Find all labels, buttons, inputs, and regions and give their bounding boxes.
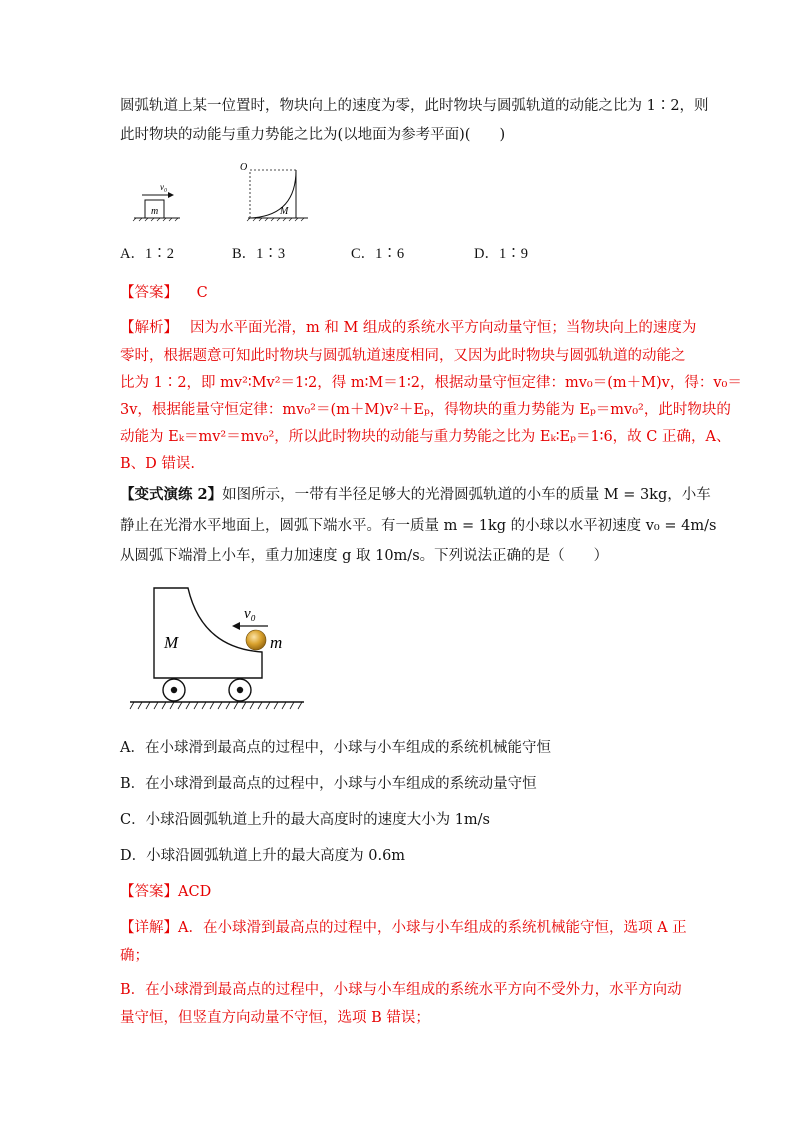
detail-line-3: B．在小球滑到最高点的过程中，小球与小车组成的系统水平方向不受外力，水平方向动 <box>120 982 682 998</box>
detail-line-2: 确； <box>120 948 149 964</box>
problem2-answer: 【答案】ACD <box>120 884 212 900</box>
analysis-line-6: B、D 错误. <box>120 456 195 472</box>
problem1-stem-line2: 此时物块的动能与重力势能之比为(以地面为参考平面)( ) <box>120 127 506 143</box>
velocity-label: v₀ <box>160 182 168 192</box>
cart-M-label: M <box>164 633 179 652</box>
problem2-tag: 【变式演练 2】 <box>120 486 223 503</box>
answer-value: C <box>196 285 208 301</box>
velocity-arrowhead-2 <box>232 622 240 630</box>
problem1-option-a[interactable]: A．1∶2 <box>120 246 174 262</box>
analysis-line-2: 零时，根据题意可知此时物块与圆弧轨道速度相同，又因为此时物块与圆弧轨道的动能之 <box>120 348 686 364</box>
ball-m-label: m <box>270 633 283 652</box>
problem1-answer <box>120 283 208 303</box>
analysis-line-4: 3v，根据能量守恒定律：mv₀²＝(m＋M)v²＋Eₚ，得物块的重力势能为 Eₚ＝mv₀²，此时物块的 <box>120 402 731 418</box>
problem1-stem-line1: 圆弧轨道上某一位置时，物块向上的速度为零，此时物块与圆弧轨道的动能之比为 1∶2，则 <box>120 98 709 114</box>
arc-track-M <box>250 170 296 218</box>
problem2-stem-text-1: 如图所示，一带有半径足够大的光滑圆弧轨道的小车的质量 M = 3kg，小车 <box>222 487 711 503</box>
velocity-label-2: v₀ <box>244 606 256 622</box>
problem1-option-b[interactable]: B．1∶3 <box>232 246 286 262</box>
wheel-left <box>163 679 185 701</box>
problem1-option-d[interactable]: D．1∶9 <box>474 246 528 262</box>
detail-text-1: A．在小球滑到最高点的过程中，小球与小车组成的系统机械能守恒，选项 A 正 <box>178 920 687 936</box>
center-o-label: O <box>240 162 248 173</box>
detail-line-1 <box>120 918 687 938</box>
analysis-line-1 <box>120 318 696 338</box>
problem1-option-c[interactable]: C．1∶6 <box>351 246 405 262</box>
problem2-option-d[interactable]: D．小球沿圆弧轨道上升的最大高度为 0.6m <box>120 848 406 864</box>
answer-tag: 【答案】 <box>120 285 178 301</box>
ball-m <box>246 630 266 650</box>
ground-2-hatch <box>130 702 302 709</box>
analysis-tag: 【解析】 <box>120 320 178 336</box>
velocity-arrowhead <box>168 192 174 198</box>
problem2-option-a[interactable]: A．在小球滑到最高点的过程中，小球与小车组成的系统机械能守恒 <box>120 740 551 756</box>
problem2-figure <box>128 582 306 720</box>
problem2-stem-line2: 静止在光滑水平地面上，圆弧下端水平。有一质量 m = 1kg 的小球以水平初速度 v₀ = 4m/s <box>120 518 717 534</box>
problem1-figure <box>120 158 320 224</box>
block-m-label: m <box>151 206 159 217</box>
wheel-right <box>229 679 251 701</box>
problem2-option-b[interactable]: B．在小球滑到最高点的过程中，小球与小车组成的系统动量守恒 <box>120 776 537 792</box>
detail-tag: 【详解】 <box>120 920 178 936</box>
analysis-line-3: 比为 1∶2，即 mv²∶Mv²＝1∶2，得 m∶M＝1∶2，根据动量守恒定律：mv₀＝(m＋M)v，得：v₀＝ <box>120 375 742 391</box>
arc-track-M-label: M <box>280 206 289 217</box>
detail-line-4: 量守恒，但竖直方向动量不守恒，选项 B 错误； <box>120 1010 430 1026</box>
problem2-option-c[interactable]: C．小球沿圆弧轨道上升的最大高度时的速度大小为 1m/s <box>120 812 491 828</box>
problem2-stem-line1 <box>120 485 711 505</box>
analysis-line-5: 动能为 Eₖ＝mv²＝mv₀²，所以此时物块的动能与重力势能之比为 Eₖ∶Eₚ＝1∶6，故 C 正确，A、 <box>120 429 731 445</box>
analysis-text-1: 因为水平面光滑，m 和 M 组成的系统水平方向动量守恒；当物块向上的速度为 <box>190 320 697 336</box>
problem2-stem-line3: 从圆弧下端滑上小车，重力加速度 g 取 10m/s。下列说法正确的是（ ） <box>120 548 609 564</box>
